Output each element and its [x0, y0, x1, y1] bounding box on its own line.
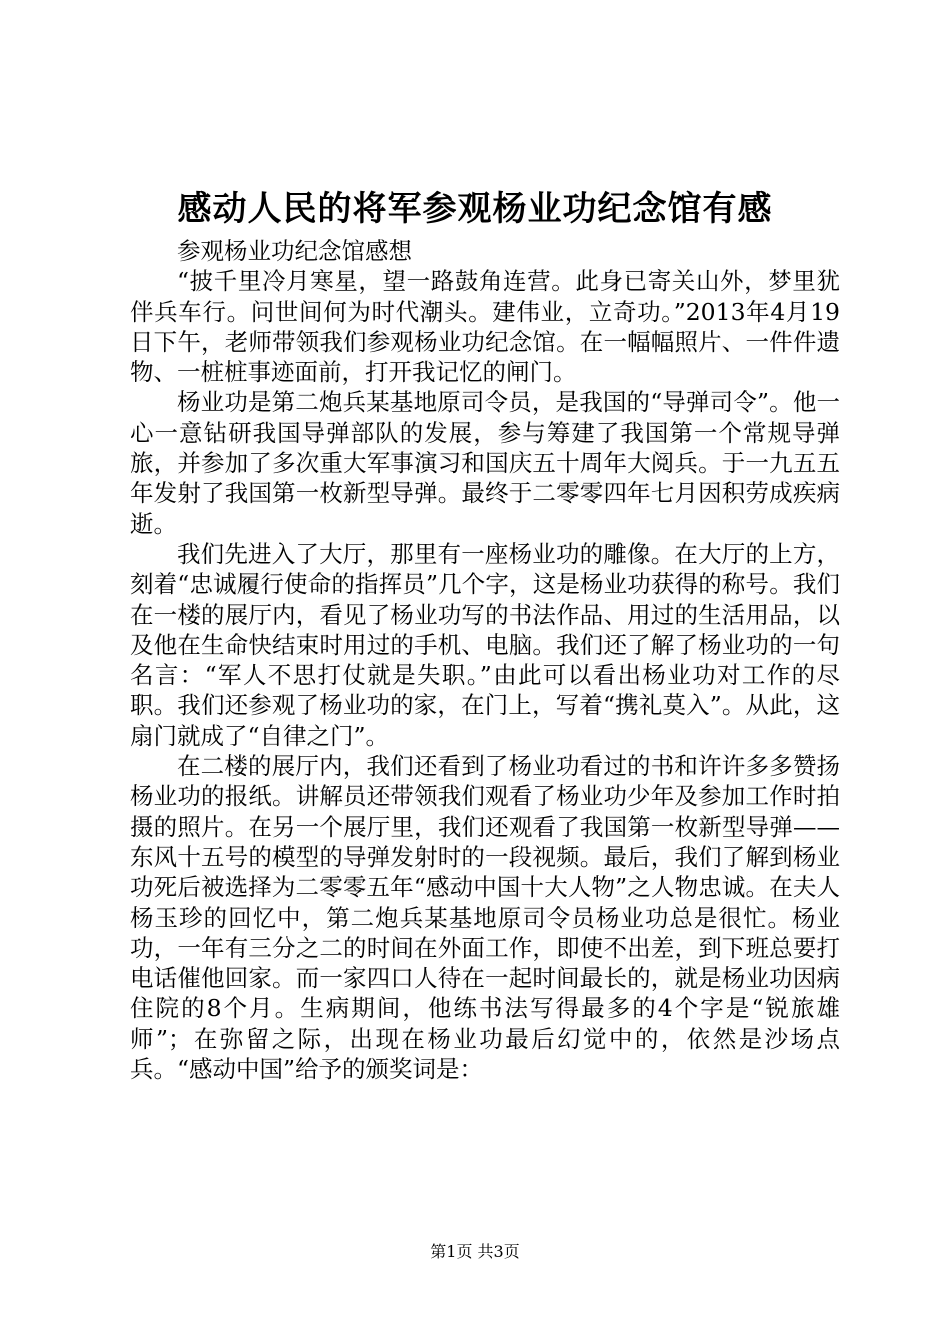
paragraph: 在二楼的展厅内，我们还看到了杨业功看过的书和许许多多赞扬杨业功的报纸。讲解员还带领我们观看了杨业功少年及参加工作时拍摄的照片。在另一个展厅里，我们还观看了我国第一枚新型导弹——东风十五号的模型的导弹发射时的一段视频。最后，我们了解到杨业功死后被选择为二零零五年“感动中国十大人物”之人物忠诚。在夫人杨玉珍的回忆中，第二炮兵某基地原司令员杨业功总是很忙。杨业功，一年有三分之二的时间在外面工作，即使不出差，到下班总要打电话催他回家。而一家四口人待在一起时间最长的，就是杨业功因病住院的8个月。生病期间，他练书法写得最多的4个字是“锐旅雄师”；在弥留之际，出现在杨业功最后幻觉中的，依然是沙场点兵。“感动中国”给予的颁奖词是： — [130, 752, 840, 1084]
document-subtitle: 参观杨业功纪念馆感想 — [177, 237, 412, 265]
paragraph: “披千里冷月寒星，望一路鼓角连营。此身已寄关山外，梦里犹伴兵车行。问世间何为时代潮头。建伟业，立奇功。”2013年4月19日下午，老师带领我们参观杨业功纪念馆。在一幅幅照片、一件件遗物、一桩桩事迹面前，打开我记忆的闸门。 — [130, 267, 840, 387]
document-title: 感动人民的将军参观杨业功纪念馆有感 — [177, 189, 773, 229]
paragraph: 杨业功是第二炮兵某基地原司令员，是我国的“导弹司令”。他一心一意钻研我国导弹部队的发展，参与筹建了我国第一个常规导弹旅，并参加了多次重大军事演习和国庆五十周年大阅兵。于一九五五年发射了我国第一枚新型导弹。最终于二零零四年七月因积劳成疾病逝。 — [130, 388, 840, 538]
page-number-footer: 第1页 共3页 — [430, 1242, 520, 1261]
document-body — [130, 236, 840, 1084]
paragraph: 我们先进入了大厅，那里有一座杨业功的雕像。在大厅的上方，刻着“忠诚履行使命的指挥员”几个字，这是杨业功获得的称号。我们在一楼的展厅内，看见了杨业功写的书法作品、用过的生活用品，以及他在生命快结束时用过的手机、电脑。我们还了解了杨业功的一句名言：“军人不思打仗就是失职。”由此可以看出杨业功对工作的尽职。我们还参观了杨业功的家，在门上，写着“携礼莫入”。从此，这扇门就成了“自律之门”。 — [130, 539, 840, 750]
